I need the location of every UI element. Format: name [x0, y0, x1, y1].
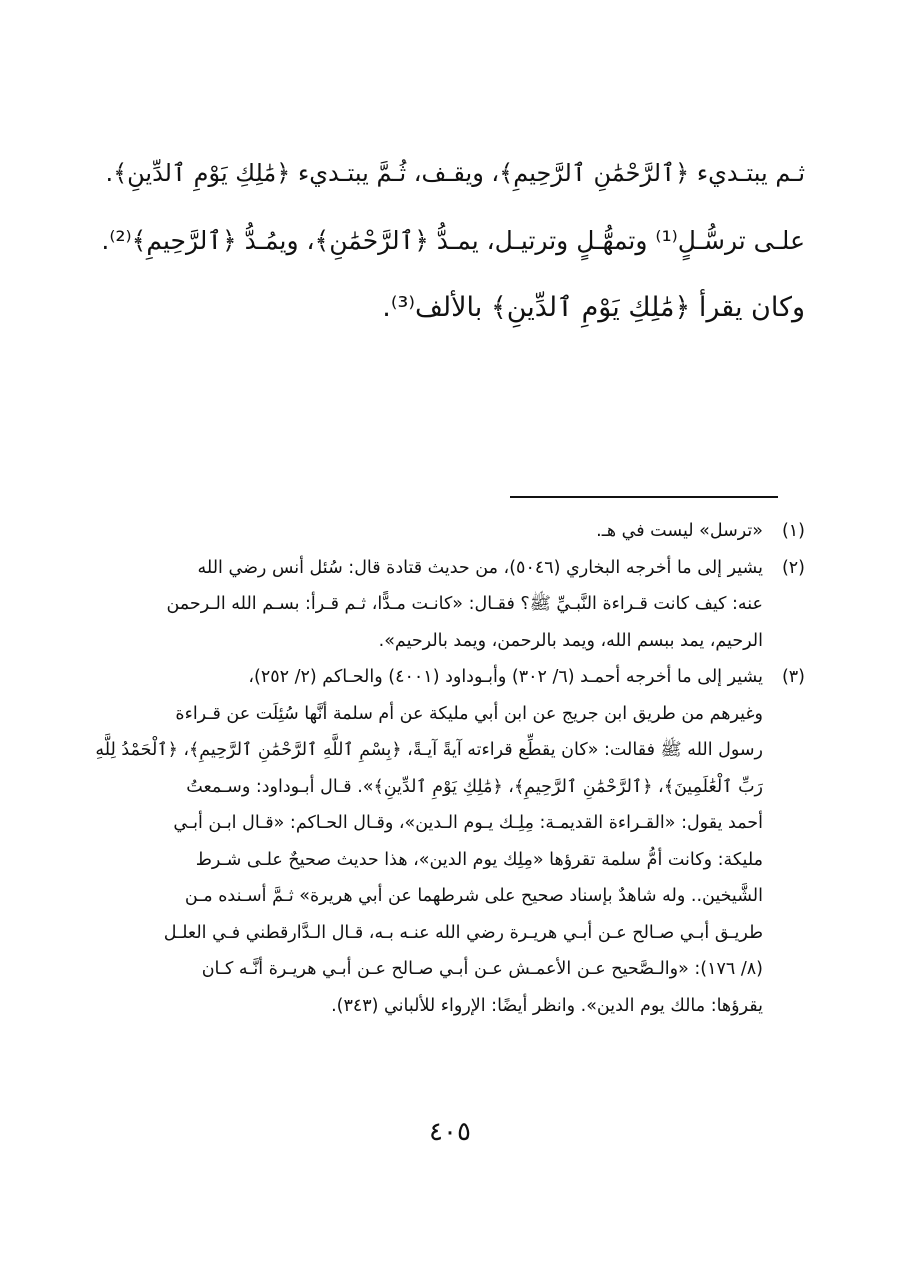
footnote-body [95, 513, 763, 550]
footnote-line: الشَّيخين.. وله شاهدٌ بإسناد صحيح على شرطهما عن أبي هريرة» ثـمَّ أسـنده مـن [184, 886, 763, 906]
footnote-line: مليكة: وكانت أمُّ سلمة تقرؤها «مِلِك يوم الدين»، هذا حديث صحيحٌ علـى شـرط [195, 849, 763, 870]
page-number: ٤٠٥ [429, 1117, 471, 1147]
footnote-separator [510, 496, 778, 498]
main-text-line: ثـم يبتـديء ﴿ٱلرَّحْمَٰنِ ٱلرَّحِيمِ﴾، ويقـف، ثُـمَّ يبتـديء ﴿مَٰلِكِ يَوْمِ ٱلدِّينِ﴾. [105, 159, 805, 187]
footnote-line: يشير إلى ما أخرجه البخاري (٥٠٤٦)، من حديث قتادة قال: سُئل أنس رضي الله [197, 557, 763, 578]
footnote-1 [95, 513, 805, 550]
footnote-line: عنه: كيف كانت قـراءة النَّبـيِّ ﷺ؟ فقـال: «كانـت مـدًّا، ثـم قـرأ: بسـم الله الـرحمن [166, 594, 763, 614]
footnote-line: الرحيم، يمد ببسم الله، ويمد بالرحمن، ويمد بالرحيم». [378, 630, 763, 651]
footnote-line: (٨/ ١٧٦): «والـصَّحيح عـن الأعمـش عـن أبـي صـالح عـن أبـي هريـرة أنَّـه كـان [201, 959, 763, 979]
footnote-line: يقرؤها: مالك يوم الدين». وانظر أيضًا: الإرواء للألباني (٣٤٣). [331, 995, 763, 1016]
footnote-number: (١) [781, 521, 805, 541]
main-text-line: وكان يقرأ ﴿مَٰلِكِ يَوْمِ ٱلدِّينِ﴾ بالألف⁽³⁾. [382, 292, 805, 323]
footnote-line: وغيرهم من طريق ابن جريج عن ابن أبي مليكة عن أم سلمة أنَّها سُئِلَت عن قـراءة [175, 703, 763, 724]
footnote-2 [95, 550, 805, 660]
footnote-line: رسول الله ﷺ فقالت: «كان يقطِّع قراءته آيةً آيـةً، ﴿بِسْمِ ٱللَّهِ ٱلرَّحْمَٰنِ ٱلرَّحِيمِ﴾، ﴿ٱلْحَمْدُ لِلَّهِ [95, 740, 763, 760]
footnote-line: يشير إلى ما أخرجه أحمـد (٦/ ٣٠٢) وأبـوداود (٤٠٠١) والحـاكم (٢/ ٢٥٢)، [248, 667, 763, 687]
footnote-line: أحمد يقول: «القـراءة القديمـة: مِلِـك يـوم الـدين»، وقـال الحـاكم: «قـال ابـن أبـي [173, 813, 763, 833]
footnote-line: طريـق أبـي صـالح عـن أبـي هريـرة رضي الله عنـه بـه، قـال الـدَّارقطني فـي العلـل [163, 922, 763, 943]
main-text-line: علـى ترسُّـلٍ⁽¹⁾ وتمهُّـلٍ وترتيـل، يمـدُّ ﴿ٱلرَّحْمَٰنِ﴾، ويمُـدُّ ﴿ٱلرَّحِيمِ﴾⁽²⁾. [101, 226, 805, 255]
footnote-number: (٣) [781, 667, 805, 687]
footnote-body [95, 550, 763, 660]
footnote-body [95, 659, 763, 1024]
footnote-line: رَبِّ ٱلْعَٰلَمِينَ﴾، ﴿ٱلرَّحْمَٰنِ ٱلرَّحِيمِ﴾، ﴿مَٰلِكِ يَوْمِ ٱلدِّينِ﴾». قـال أبـوداود: وسـمعتُ [186, 776, 763, 797]
footnote-number: (٢) [781, 557, 805, 578]
footnote-line: «ترسل» ليست في هـ. [596, 521, 763, 541]
footnote-3 [95, 659, 805, 1024]
footnotes-section [95, 513, 805, 1024]
main-text-block [95, 140, 805, 341]
